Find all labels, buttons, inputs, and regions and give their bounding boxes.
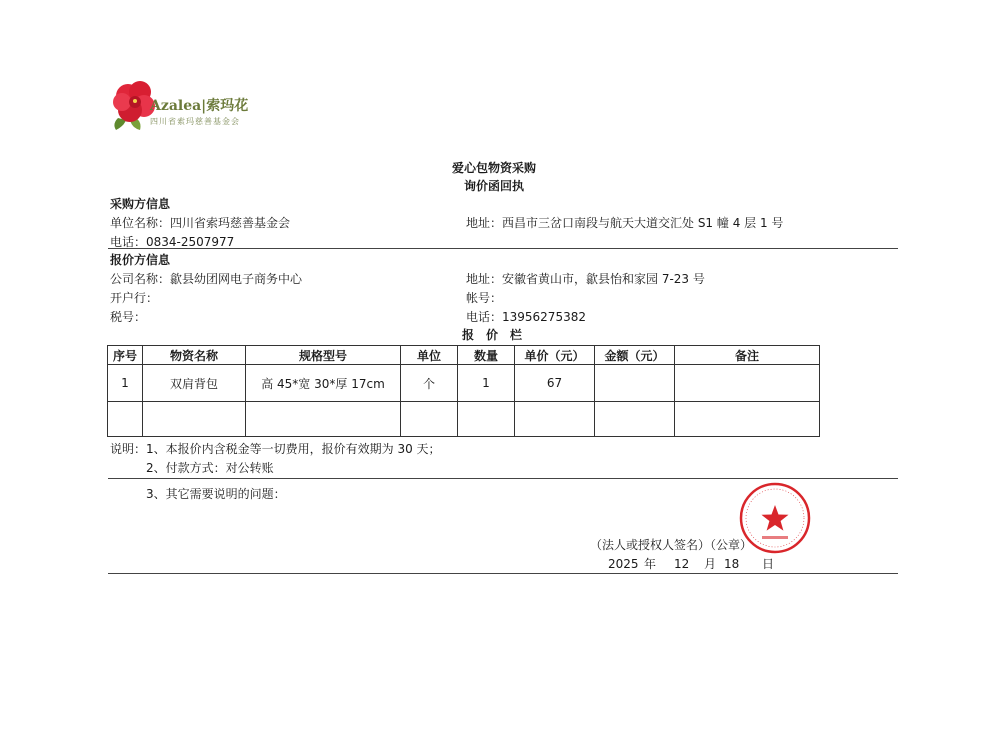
- document-subtitle: 询价函回执: [464, 179, 525, 193]
- table-cell: 双肩背包: [143, 365, 246, 402]
- table-cell: [595, 365, 675, 402]
- table-cell: [246, 402, 401, 437]
- divider: [108, 573, 898, 574]
- buyer-heading: 采购方信息: [110, 197, 171, 211]
- buyer-address: 地址：西昌市三岔口南段与航天大道交汇处 S1 幢 4 层 1 号: [466, 216, 784, 230]
- buyer-phone: 电话：0834-2507977: [110, 235, 235, 249]
- quote-heading: 报 价 栏: [462, 328, 523, 342]
- date-day-unit: 日: [762, 557, 775, 571]
- supplier-address: 地址：安徽省黄山市，歙县怡和家园 7-23 号: [466, 272, 705, 286]
- table-cell: [401, 402, 458, 437]
- date-year: 2025: [608, 557, 639, 571]
- logo-subtitle: 四川省索玛慈善基金会: [150, 117, 240, 126]
- date-year-unit: 年: [644, 557, 657, 571]
- signature-label: （法人或授权人签名）（公章）: [590, 538, 753, 552]
- table-cell: 高 45*宽 30*厚 17cm: [246, 365, 401, 402]
- column-header: 单位: [401, 346, 458, 365]
- table-header-row: [108, 346, 820, 365]
- note-2: 2、付款方式：对公转账: [146, 461, 274, 475]
- divider: [108, 478, 898, 479]
- supplier-tax: 税号：: [110, 310, 147, 324]
- column-header: 单价（元）: [515, 346, 595, 365]
- column-header: 数量: [458, 346, 515, 365]
- table-cell: 67: [515, 365, 595, 402]
- table-row: [108, 402, 820, 437]
- date-day: 18: [724, 557, 740, 571]
- table-cell: 个: [401, 365, 458, 402]
- quote-table: [107, 345, 820, 437]
- supplier-bank: 开户行：: [110, 291, 159, 305]
- table-cell: [515, 402, 595, 437]
- table-cell: [595, 402, 675, 437]
- note-1: 说明：1、本报价内含税金等一切费用，报价有效期为 30 天；: [110, 442, 441, 456]
- column-header: 物资名称: [143, 346, 246, 365]
- column-header: 金额（元）: [595, 346, 675, 365]
- buyer-unit: 单位名称：四川省索玛慈善基金会: [110, 216, 291, 230]
- supplier-phone: 电话：13956275382: [466, 310, 586, 324]
- column-header: 规格型号: [246, 346, 401, 365]
- date-month-unit: 月: [704, 557, 717, 571]
- supplier-company: 公司名称：歙县幼团网电子商务中心: [110, 272, 303, 286]
- divider: [108, 248, 898, 249]
- official-seal-icon: [738, 481, 812, 555]
- column-header: 序号: [108, 346, 143, 365]
- table-cell: [143, 402, 246, 437]
- column-header: 备注: [675, 346, 820, 365]
- table-cell: [675, 402, 820, 437]
- date-month: 12: [674, 557, 690, 571]
- logo-brand: Azalea|索玛花: [150, 98, 249, 114]
- table-row: [108, 365, 820, 402]
- supplier-account: 帐号：: [466, 291, 503, 305]
- supplier-heading: 报价方信息: [110, 253, 171, 267]
- table-cell: [675, 365, 820, 402]
- note-3: 3、其它需要说明的问题：: [146, 487, 286, 501]
- document-title: 爱心包物资采购: [452, 161, 537, 175]
- table-cell: [458, 402, 515, 437]
- table-cell: 1: [108, 365, 143, 402]
- table-cell: [108, 402, 143, 437]
- table-cell: 1: [458, 365, 515, 402]
